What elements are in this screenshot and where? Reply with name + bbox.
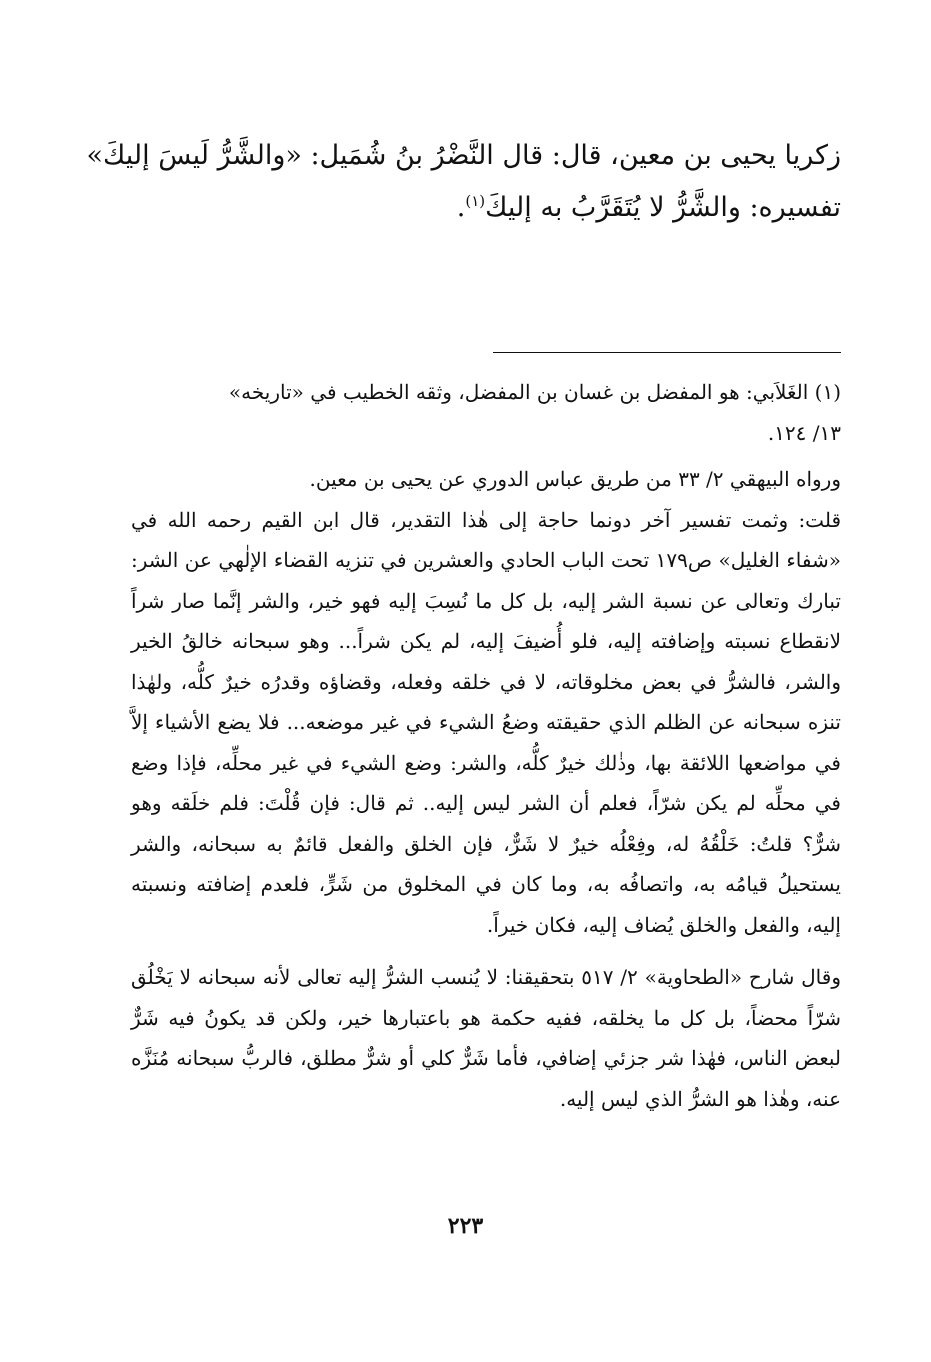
main-text <box>86 130 841 234</box>
main-text-line-1: زكريا يحيى بن معين، قال: قال النَّضْرُ بنُ شُمَيل: «والشَّرُّ لَيسَ إليكَ» <box>86 140 841 171</box>
main-text-line-2-body: تفسيره: والشَّرُّ لا يُتَقَرَّبُ به إليكَ <box>485 192 841 223</box>
main-text-line-2-end: . <box>456 192 466 223</box>
main-text-line-2 <box>141 182 841 234</box>
footnote-paragraph-2: قلت: وثمت تفسير آخر دونما حاجة إلى هٰذا التقدير، قال ابن القيم رحمه الله في «شفاء الغليل» ص١٧٩ تحت الباب الحادي والعشرين في تنزيه القضاء الإلٰهي عن الشر: تبارك وتعالى عن نسبة الشر إليه، بل كل ما نُسِبَ إليه فهو خير، والشر إنَّما صار شراً لانقطاع نسبته وإضافته إليه، فلو أُضيفَ إليه، لم يكن شراً... وهو سبحانه خالقُ الخير والشر، فالشرُّ في بعض مخلوقاته، لا في خلقه وفعله، وقضاؤه وقدرُه خيرٌ كلُّه، ولهٰذا تنزه سبحانه عن الظلم الذي حقيقته وضعُ الشيء في غير موضعه... فلا يضع الأشياء إلاَّ في مواضعها اللائقة بها، وذٰلك خيرٌ كلُّه، والشر: وضع الشيء في غير محلِّه، فإذا وضع في محلِّه لم يكن شرّاً، فعلم أن الشر ليس إليه.. ثم قال: فإن قُلْتَ: فلم خلَقه وهو شرٌّ؟ قلتُ: خَلْقُهُ له، وفِعْلُه خيرٌ لا شَرٌّ، فإن الخلق والفعل قائمٌ به سبحانه، والشر يستحيلُ قيامُه به، واتصافُه به، وما كان في المخلوق من شَرٍّ، فلعدم إضافته ونسبته إليه، والفعل والخلق يُضاف إليه، فكان خيراً. <box>131 507 841 937</box>
footnotes <box>131 372 841 1119</box>
page-number: ٢٢٣ <box>447 1213 484 1239</box>
footnote-marker: (١) <box>465 192 486 210</box>
footnote-1-line-3: ورواه البيهقي ٢/ ٣٣ من طريق عباس الدوري عن يحيى بن معين. <box>309 467 841 491</box>
footnote-paragraph-3: وقال شارح «الطحاوية» ٢/ ٥١٧ بتحقيقنا: لا يُنسب الشرُّ إليه تعالى لأنه سبحانه لا يَخْلُق شرّاً محضاً، بل كل ما يخلقه، ففيه حكمة هو باعتبارها خير، ولكن قد يكونُ فيه شَرٌّ لبعض الناس، فهٰذا شر جزئي إضافي، فأما شَرٌّ كلي أو شرٌّ مطلق، فالربُّ سبحانه مُنَزَّه عنه، وهٰذا هو الشرُّ الذي ليس إليه. <box>131 965 841 1111</box>
footnote-1-line-1: (١) الغَلاَبي: هو المفضل بن غسان بن المفضل، وثقه الخطيب في «تاريخه» <box>228 380 841 404</box>
footnote-1-line-2: ١٣/ ١٢٤. <box>767 420 841 445</box>
footnote-separator <box>493 352 841 353</box>
spacer <box>131 945 841 957</box>
